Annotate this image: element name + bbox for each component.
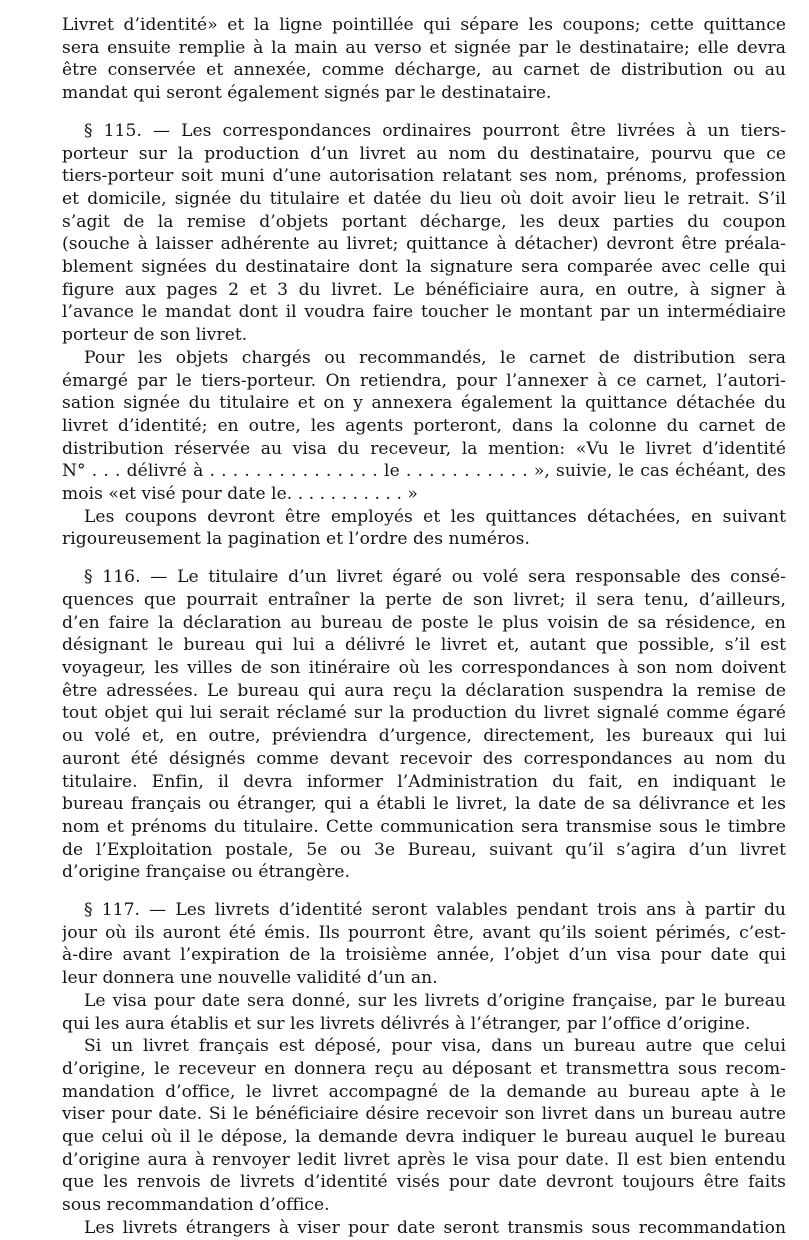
document-page (62, 14, 786, 1240)
text-line: distribution réservée au visa du receveur, la mention: «Vu le livret d’identité (62, 438, 786, 459)
text-line: d’origine française ou étrangère. (62, 862, 351, 883)
text-line: s’agit de la remise d’objets portant décharge, les deux parties du coupon (62, 211, 786, 232)
text-line: tout objet qui lui serait réclamé sur la production du livret signalé comme égaré (62, 703, 786, 724)
text-line: Si un livret français est déposé, pour visa, dans un bureau autre que celui (84, 1036, 786, 1057)
text-line: que celui où il le dépose, la demande devra indiquer le bureau auquel le bureau (62, 1127, 786, 1148)
text-line: figure aux pages 2 et 3 du livret. Le bénéficiaire aura, en outre, à signer à (62, 279, 786, 300)
paragraph-section-115 (62, 120, 786, 347)
text-line: Livret d’identité» et la ligne pointillée qui sépare les coupons; cette quittance (62, 15, 786, 35)
paragraph-section-116 (62, 566, 786, 884)
text-line: jour où ils auront été émis. Ils pourront être, avant qu’ils soient périmés, c’est- (62, 922, 786, 943)
text-line: mois «et visé pour date le. . . . . . . . . . . » (62, 484, 418, 505)
text-line: que les renvois de livrets d’identité visés pour date devront toujours être faits (62, 1172, 786, 1193)
text-line: bureau français ou étranger, qui a établi le livret, la date de sa délivrance et les (62, 794, 786, 815)
text-line: de l’Exploitation postale, 5e ou 3e Bureau, suivant qu’il s’agira d’un livret (62, 839, 786, 860)
text-line: rigoureusement la pagination et l’ordre des numéros. (62, 529, 530, 550)
text-line: sera ensuite remplie à la main au verso et signée par le destinataire; elle devra (62, 37, 786, 58)
text-line: livret d’identité; en outre, les agents porteront, dans la colonne du carnet de (62, 415, 786, 436)
text-line: et domicile, signée du titulaire et datée du lieu où doit avoir lieu le retrait. S’il (62, 188, 786, 209)
text-line: Les coupons devront être employés et les quittances détachées, en suivant (84, 506, 786, 527)
text-line: d’en faire la déclaration au bureau de poste le plus voisin de sa résidence, en (62, 612, 786, 633)
text-line: titulaire. Enfin, il devra informer l’Administration du fait, en indiquant le (62, 771, 786, 792)
text-line: tiers-porteur soit muni d’une autorisation relatant ses nom, prénoms, profession (62, 166, 786, 187)
text-line: à-dire avant l’expiration de la troisième année, l’objet d’un visa pour date qui (62, 945, 786, 966)
section-heading-line: § 115. — Les correspondances ordinaires pourront être livrées à un tiers- (84, 120, 786, 141)
paragraph-foreign-livret (62, 1217, 786, 1240)
text-line: nom et prénoms du titulaire. Cette communication sera transmise sous le timbre (62, 816, 786, 837)
text-line: auront été désignés comme devant recevoir des correspondances au nom du (62, 748, 786, 769)
paragraph-registered-items (62, 347, 786, 506)
text-line: blement signées du destinataire dont la signature sera comparée avec celle qui (62, 257, 786, 278)
text-line: d’origine aura à renvoyer ledit livret après le visa pour date. Il est bien entendu (62, 1149, 786, 1170)
paragraph-visa (62, 990, 786, 1035)
text-line: Pour les objets chargés ou recommandés, le carnet de distribution sera (84, 347, 786, 368)
text-line: Les livrets étrangers à viser pour date seront transmis sous recommandation (84, 1217, 786, 1238)
text-line: N° . . . délivré à . . . . . . . . . . . . . . . le . . . . . . . . . . . », suivie, le cas échéant, des (62, 461, 786, 482)
text-line: sation signée du titulaire et on y annexera également la quittance détachée du (62, 393, 786, 414)
text-line: viser pour date. Si le bénéficiaire désire recevoir son livret dans un bureau autre (62, 1104, 786, 1125)
text-line: voyageur, les villes de son itinéraire où les correspondances à son nom doivent (62, 657, 786, 678)
text-line: désignant le bureau qui lui a délivré le livret et, autant que possible, s’il est (62, 635, 786, 656)
section-heading-line: § 116. — Le titulaire d’un livret égaré ou volé sera responsable des consé- (84, 567, 786, 588)
text-line: sous recommandation d’office. (62, 1195, 330, 1216)
text-line: être adressées. Le bureau qui aura reçu la déclaration suspendra la remise de (62, 680, 786, 701)
text-line: porteur sur la production d’un livret au nom du destinataire, pourvu que ce (62, 143, 786, 164)
text-line: Le visa pour date sera donné, sur les livrets d’origine française, par le bureau (84, 990, 786, 1011)
text-line: quences que pourrait entraîner la perte de son livret; il sera tenu, d’ailleurs, (62, 589, 786, 610)
text-line: l’avance le mandat dont il voudra faire toucher le montant par un intermédiaire (62, 302, 786, 323)
text-line: émargé par le tiers-porteur. On retiendra, pour l’annexer à ce carnet, l’autori- (62, 370, 786, 391)
text-line: ou volé et, en outre, préviendra d’urgence, directement, les bureaux qui lui (62, 726, 786, 747)
text-line: porteur de son livret. (62, 325, 248, 346)
paragraph-continuation (62, 14, 786, 105)
text-line: mandation d’office, le livret accompagné de la demande au bureau apte à le (62, 1081, 786, 1102)
text-line: (souche à laisser adhérente au livret; quittance à détacher) devront être préala- (62, 234, 786, 255)
text-line: qui les aura établis et sur les livrets délivrés à l’étranger, par l’office d’origine. (62, 1013, 751, 1034)
text-line: être conservée et annexée, comme décharge, au carnet de distribution ou au (62, 60, 786, 81)
paragraph-coupons (62, 506, 786, 551)
paragraph-section-117 (62, 899, 786, 990)
text-line: mandat qui seront également signés par le destinataire. (62, 83, 552, 104)
text-line: d’origine, le receveur en donnera reçu au déposant et transmettra sous recom- (62, 1058, 786, 1079)
paragraph-french-livret (62, 1035, 786, 1217)
text-line: leur donnera une nouvelle validité d’un an. (62, 968, 438, 989)
section-heading-line: § 117. — Les livrets d’identité seront valables pendant trois ans à partir du (84, 900, 786, 921)
